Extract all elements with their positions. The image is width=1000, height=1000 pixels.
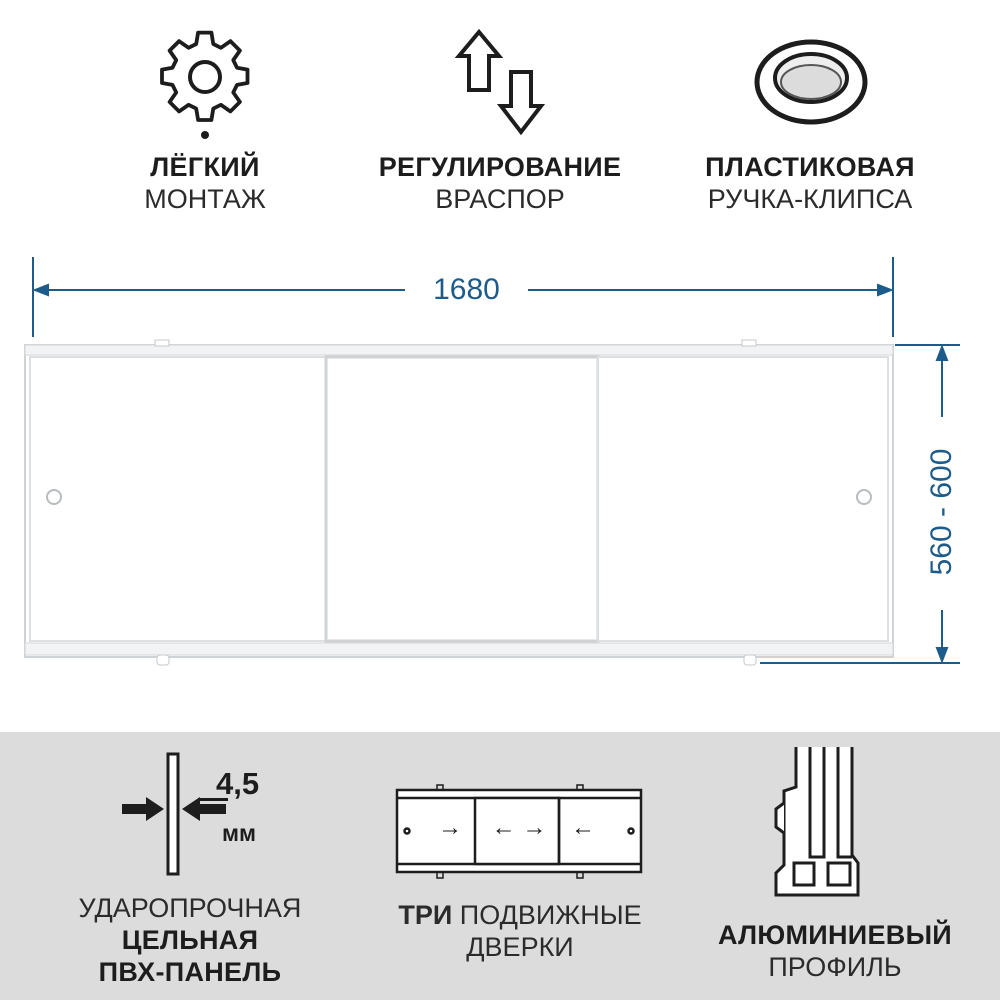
up-down-arrows-icon <box>455 28 545 140</box>
feature-subtitle: ВРАСПОР <box>435 183 565 214</box>
door-arrow-middle-panel: ← → <box>491 814 547 841</box>
feature-title: ЛЁГКИЙ <box>150 152 260 182</box>
ring-clip-icon <box>752 38 870 126</box>
pvc-line1: УДАРОПРОЧНАЯ <box>78 893 302 923</box>
thickness-icon <box>118 752 228 877</box>
thickness-value: 4,5 <box>216 766 260 801</box>
aluminum-profile-icon <box>770 745 870 905</box>
feature-subtitle: МОНТАЖ <box>144 183 266 214</box>
pvc-line3: ПВХ-ПАНЕЛЬ <box>98 956 282 987</box>
feature-title: РЕГУЛИРОВАНИЕ <box>378 152 622 182</box>
doors-count: ТРИ <box>398 900 453 930</box>
height-label: 560 - 600 <box>925 448 958 576</box>
panel-dimension-drawing <box>0 245 1000 685</box>
doors-line1 <box>370 900 670 932</box>
width-label: 1680 <box>433 273 500 306</box>
door-arrow-right-panel: ← <box>571 814 595 841</box>
doors-line1-rest: ПОДВИЖНЫЕ <box>452 900 642 930</box>
right-handle <box>857 490 871 504</box>
doors-line2: ДВЕРКИ <box>466 931 574 962</box>
feature-subtitle: РУЧКА-КЛИПСА <box>707 183 913 214</box>
gear-icon <box>160 25 250 140</box>
profile-line2: ПРОФИЛЬ <box>768 951 902 982</box>
feature-title: ПЛАСТИКОВАЯ <box>705 152 915 182</box>
door-arrow-left-panel: → <box>438 814 462 841</box>
bath-screen-panel <box>25 340 893 665</box>
pvc-line2: ЦЕЛЬНАЯ <box>121 924 259 955</box>
thickness-unit: мм <box>222 820 257 846</box>
profile-line1: АЛЮМИНИЕВЫЙ <box>717 920 953 950</box>
left-handle <box>47 490 61 504</box>
